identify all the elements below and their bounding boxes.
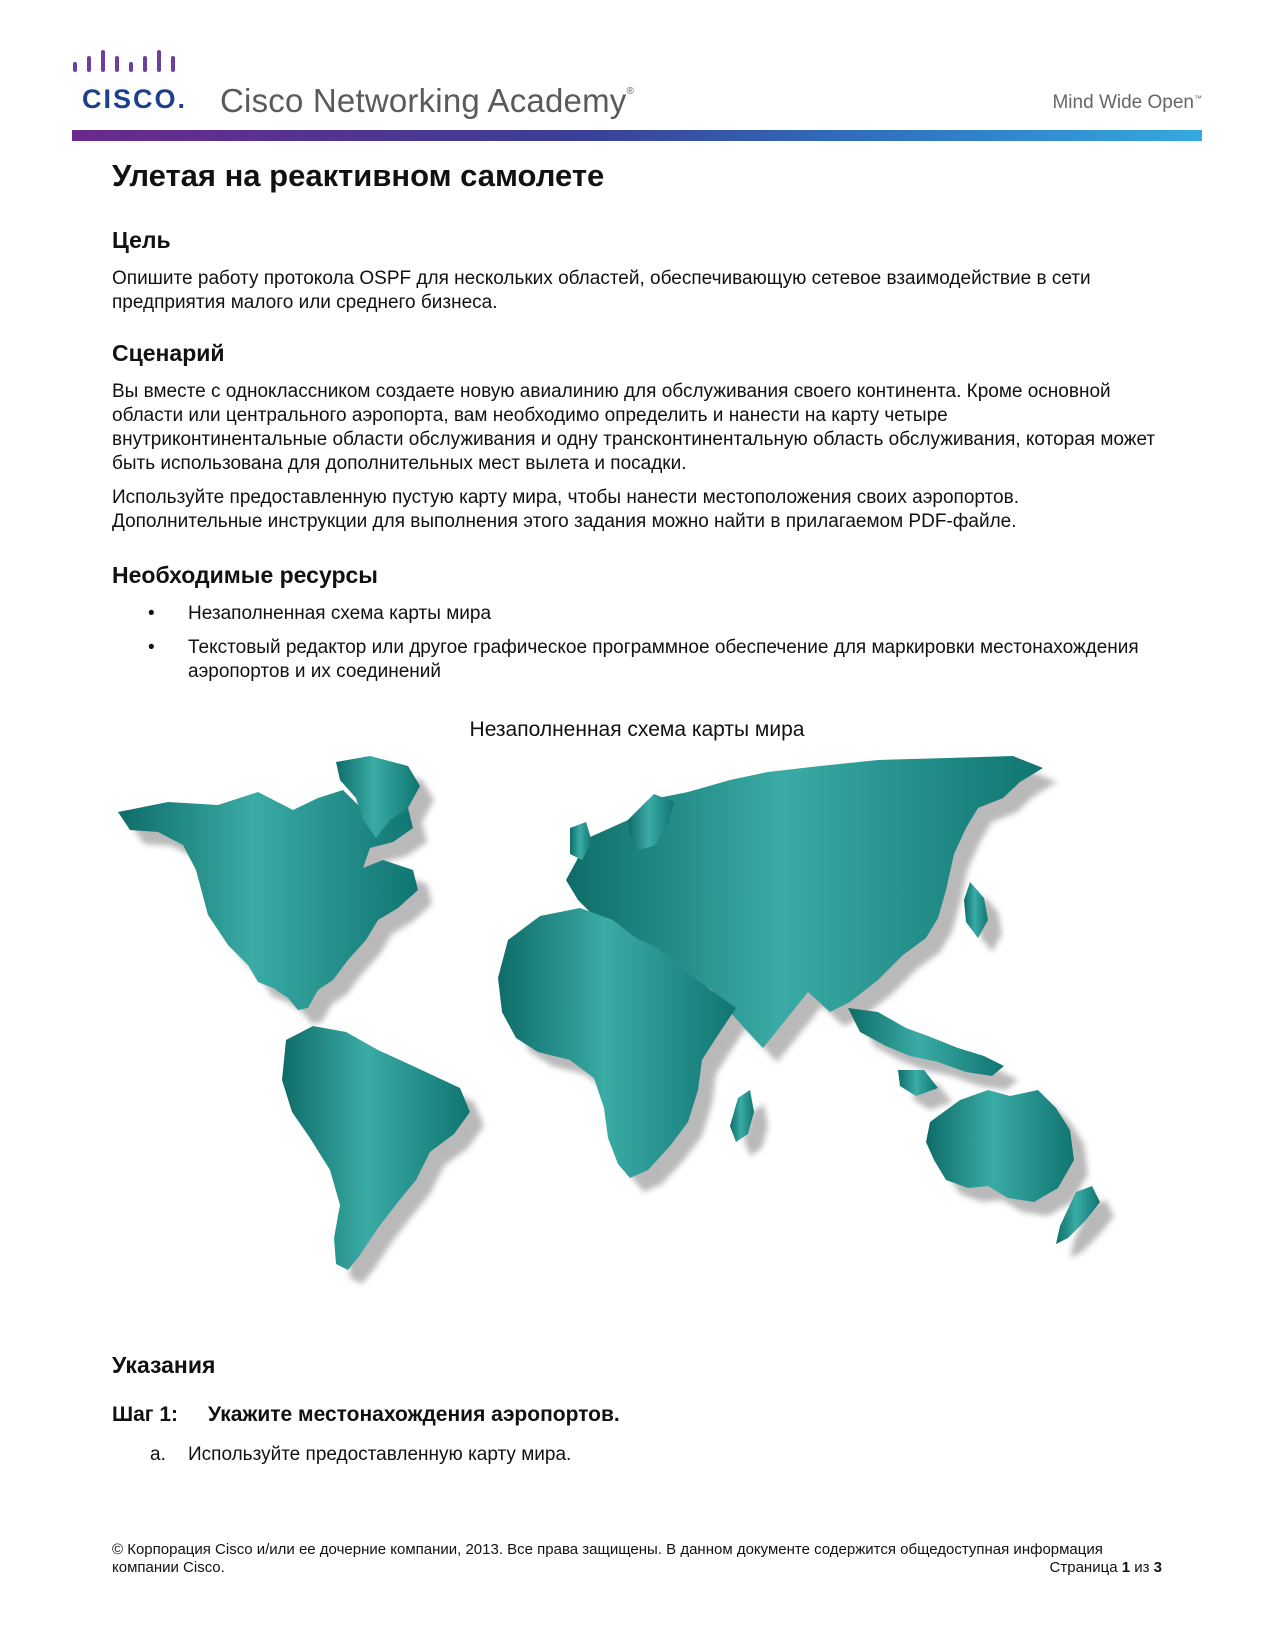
page-footer bbox=[112, 1541, 1162, 1577]
tagline: Mind Wide Open™ bbox=[1052, 92, 1202, 113]
academy-title: Cisco Networking Academy® bbox=[220, 82, 635, 119]
scenario-paragraph: Вы вместе с одноклассником создаете новую авиалинию для обслуживания своего континента. Кроме основной области или центрального аэропорта, вам необходимо определить и нанести на карту четыре внутриконтинентальные области обслуживания и одну трансконтинентальную область обслуживания, которая может быть использована для дополнительных мест вылета и посадки. bbox=[112, 381, 1156, 474]
step-item-letter: a. bbox=[150, 1444, 166, 1465]
goal-section bbox=[112, 225, 1162, 315]
copyright-text: © Корпорация Cisco и/или ее дочерние компании, 2013. Все права защищены. В данном документе содержится общедоступная информация компании Cisco. bbox=[112, 1541, 1103, 1576]
document-header bbox=[72, 46, 1202, 141]
scenario-paragraph: Используйте предоставленную пустую карту мира, чтобы нанести местоположения своих аэропортов. Дополнительные инструкции для выполнения этого задания можно найти в прилагаемом PDF-файле. bbox=[112, 487, 1019, 532]
page-title: Улетая на реактивном самолете bbox=[112, 158, 605, 193]
trademark-mark: ™ bbox=[1194, 94, 1202, 103]
bullet-icon: • bbox=[148, 603, 155, 624]
scenario-section bbox=[112, 338, 1162, 534]
goal-heading: Цель bbox=[112, 227, 171, 253]
document-body bbox=[112, 150, 1162, 1465]
step-item bbox=[150, 1444, 571, 1466]
world-map-image bbox=[108, 750, 1158, 1290]
scenario-heading: Сценарий bbox=[112, 340, 225, 366]
bullet-icon: • bbox=[148, 637, 155, 658]
cisco-logo-wordmark: CISCO. bbox=[82, 84, 188, 114]
step-number: Шаг 1: bbox=[112, 1403, 179, 1426]
step-heading bbox=[112, 1403, 620, 1427]
resources-list bbox=[112, 602, 1162, 684]
resources-section bbox=[112, 560, 1162, 694]
brand-gradient-rule bbox=[72, 130, 1202, 141]
instructions-heading: Указания bbox=[112, 1352, 216, 1378]
map-caption: Незаполненная схема карты мира bbox=[469, 718, 805, 741]
list-item: • Текстовый редактор или другое графическое программное обеспечение для маркировки местонахождения аэропортов и их соединений bbox=[148, 637, 1139, 682]
instructions-section bbox=[112, 1350, 1162, 1380]
cisco-logo-bars-icon bbox=[72, 46, 182, 82]
step-title: Укажите местонахождения аэропортов. bbox=[208, 1403, 620, 1426]
page-number: Страница 1 из 3 bbox=[1049, 1559, 1162, 1576]
resources-heading: Необходимые ресурсы bbox=[112, 562, 378, 588]
goal-text: Опишите работу протокола OSPF для нескольких областей, обеспечивающую сетевое взаимодействие в сети предприятия малого или среднего бизнеса. bbox=[112, 268, 1091, 313]
registered-mark: ® bbox=[626, 86, 635, 97]
world-map-icon bbox=[108, 750, 1158, 1290]
step-item-text: Используйте предоставленную карту мира. bbox=[188, 1444, 572, 1465]
list-item: • Незаполненная схема карты мира bbox=[148, 603, 492, 624]
